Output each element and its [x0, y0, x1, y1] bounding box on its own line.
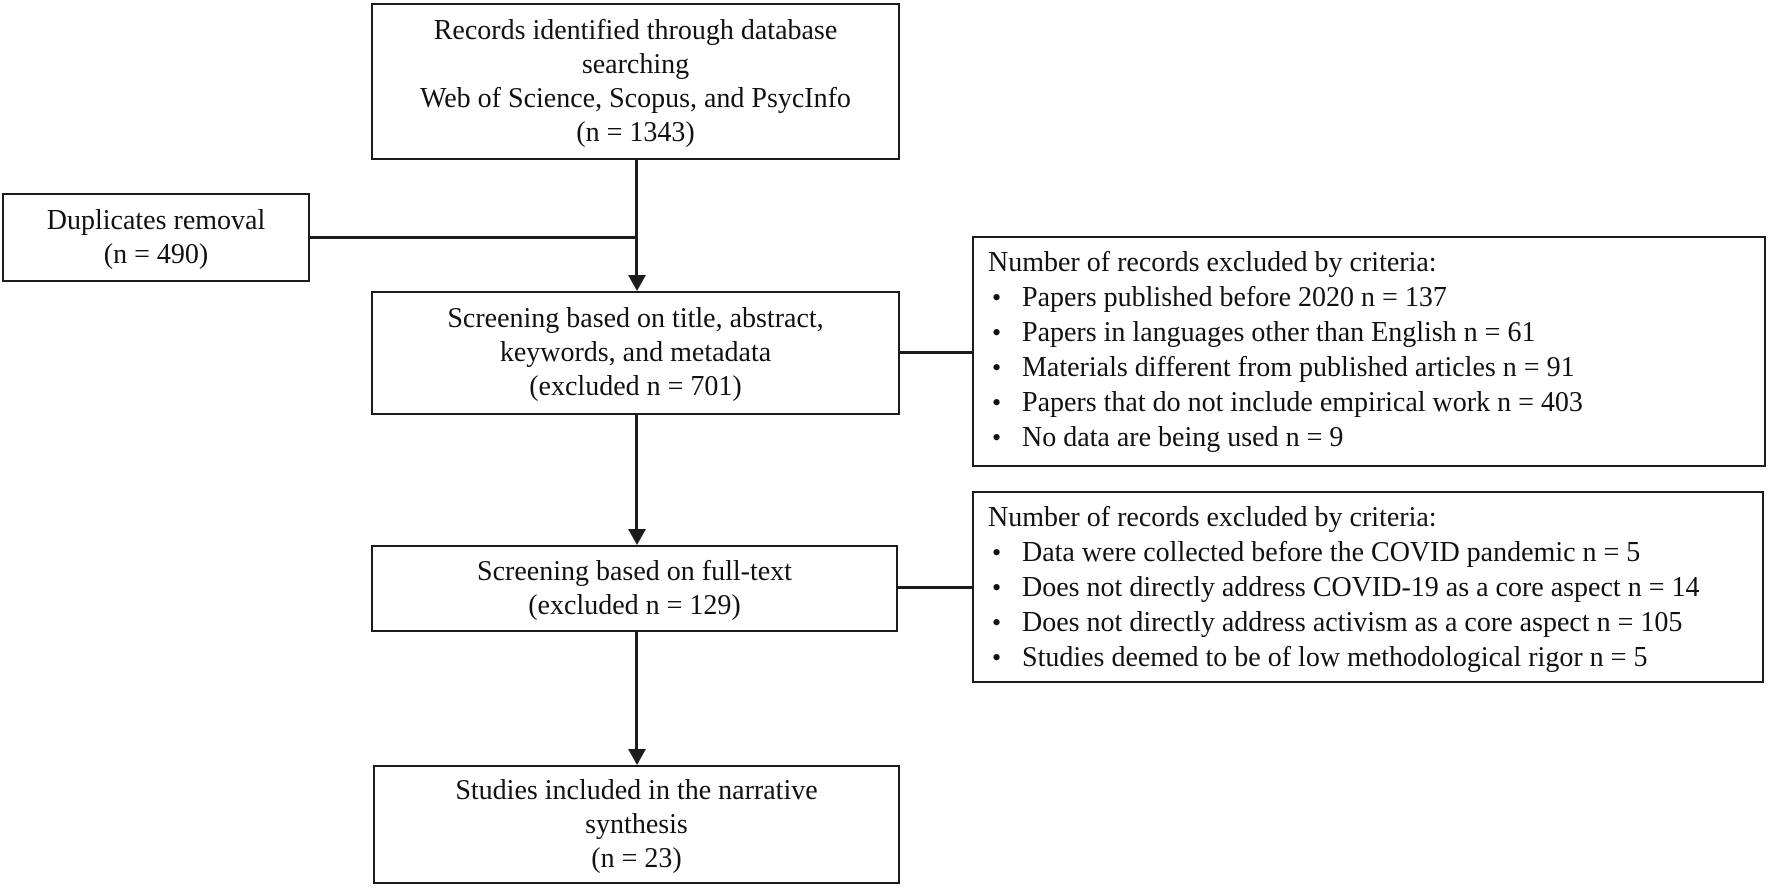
- exclusion-2-item-text: Studies deemed to be of low methodological rigor n = 5: [1022, 642, 1648, 673]
- duplicates-removal-box: [2, 193, 310, 282]
- arrow-identification-to-screening-head: [628, 275, 646, 291]
- arrow-screening-title-to-fulltext-head: [628, 529, 646, 545]
- exclusion-2-item: [988, 605, 1748, 640]
- arrow-fulltext-to-included-line: [635, 632, 638, 750]
- exclusion-1-list: [988, 280, 1750, 455]
- exclusion-2-item: [988, 640, 1748, 675]
- screening-title-count: (excluded n = 701): [529, 371, 742, 402]
- arrow-screening-title-to-fulltext-line: [635, 415, 638, 531]
- bullet-icon: •: [992, 388, 1002, 417]
- bullet-icon: •: [992, 608, 1002, 637]
- screening-title-line-1: Screening based on title, abstract,: [447, 303, 824, 334]
- included-line-2: synthesis: [585, 808, 688, 840]
- bullet-icon: •: [992, 573, 1002, 602]
- arrow-identification-to-screening-line: [635, 160, 638, 278]
- exclusion-1-header: Number of records excluded by criteria:: [988, 247, 1437, 278]
- included-line-1: Studies included in the narrative: [455, 774, 818, 806]
- exclusion-1-item-text: Papers in languages other than English n = 61: [1022, 317, 1536, 348]
- identification-box: [371, 3, 900, 160]
- exclusion-1-item-text: No data are being used n = 9: [1022, 422, 1344, 453]
- identification-line-3: Web of Science, Scopus, and PsycInfo: [420, 82, 851, 114]
- exclusion-2-item: [988, 535, 1748, 570]
- identification-line-1: Records identified through database: [433, 14, 838, 46]
- bullet-icon: •: [992, 318, 1002, 347]
- screening-fulltext-line-1: Screening based on full-text: [477, 555, 792, 587]
- exclusion-2-item-text: Does not directly address activism as a core aspect n = 105: [1022, 607, 1683, 638]
- bullet-icon: •: [992, 423, 1002, 452]
- exclusion-2-header: Number of records excluded by criteria:: [988, 502, 1437, 533]
- exclusion-criteria-box-fulltext: [972, 491, 1764, 683]
- exclusion-1-item: [988, 280, 1750, 315]
- connector-screening-fulltext-to-exclusion2: [898, 586, 974, 589]
- exclusion-1-item: [988, 385, 1750, 420]
- connector-duplicates-line: [310, 236, 638, 239]
- exclusion-1-item-text: Papers that do not include empirical work n = 403: [1022, 387, 1583, 418]
- bullet-icon: •: [992, 353, 1002, 382]
- bullet-icon: •: [992, 538, 1002, 567]
- exclusion-2-item: [988, 570, 1748, 605]
- exclusion-2-list: [988, 535, 1748, 675]
- exclusion-1-item: [988, 315, 1750, 350]
- bullet-icon: •: [992, 643, 1002, 672]
- exclusion-2-item-text: Does not directly address COVID-19 as a core aspect n = 14: [1022, 572, 1700, 603]
- included-count: (n = 23): [591, 842, 682, 874]
- arrow-fulltext-to-included-head: [628, 749, 646, 765]
- connector-screening-title-to-exclusion1: [898, 351, 974, 354]
- duplicates-count: (n = 490): [103, 238, 209, 270]
- screening-fulltext-box: [371, 545, 898, 632]
- screening-fulltext-count: (excluded n = 129): [528, 589, 741, 621]
- bullet-icon: •: [992, 283, 1002, 312]
- identification-line-2: searching: [581, 48, 690, 80]
- exclusion-1-item-text: Materials different from published articles n = 91: [1022, 352, 1575, 383]
- screening-title-abstract-box: [371, 291, 900, 415]
- exclusion-2-item-text: Data were collected before the COVID pandemic n = 5: [1022, 537, 1641, 568]
- exclusion-1-item: [988, 350, 1750, 385]
- exclusion-criteria-box-title-abstract: [972, 236, 1766, 467]
- duplicates-line-1: Duplicates removal: [46, 204, 266, 236]
- exclusion-1-item-text: Papers published before 2020 n = 137: [1022, 282, 1447, 313]
- screening-title-line-2: keywords, and metadata: [499, 337, 772, 368]
- exclusion-1-item: [988, 420, 1750, 455]
- identification-count: (n = 1343): [576, 116, 695, 148]
- included-studies-box: [373, 765, 900, 884]
